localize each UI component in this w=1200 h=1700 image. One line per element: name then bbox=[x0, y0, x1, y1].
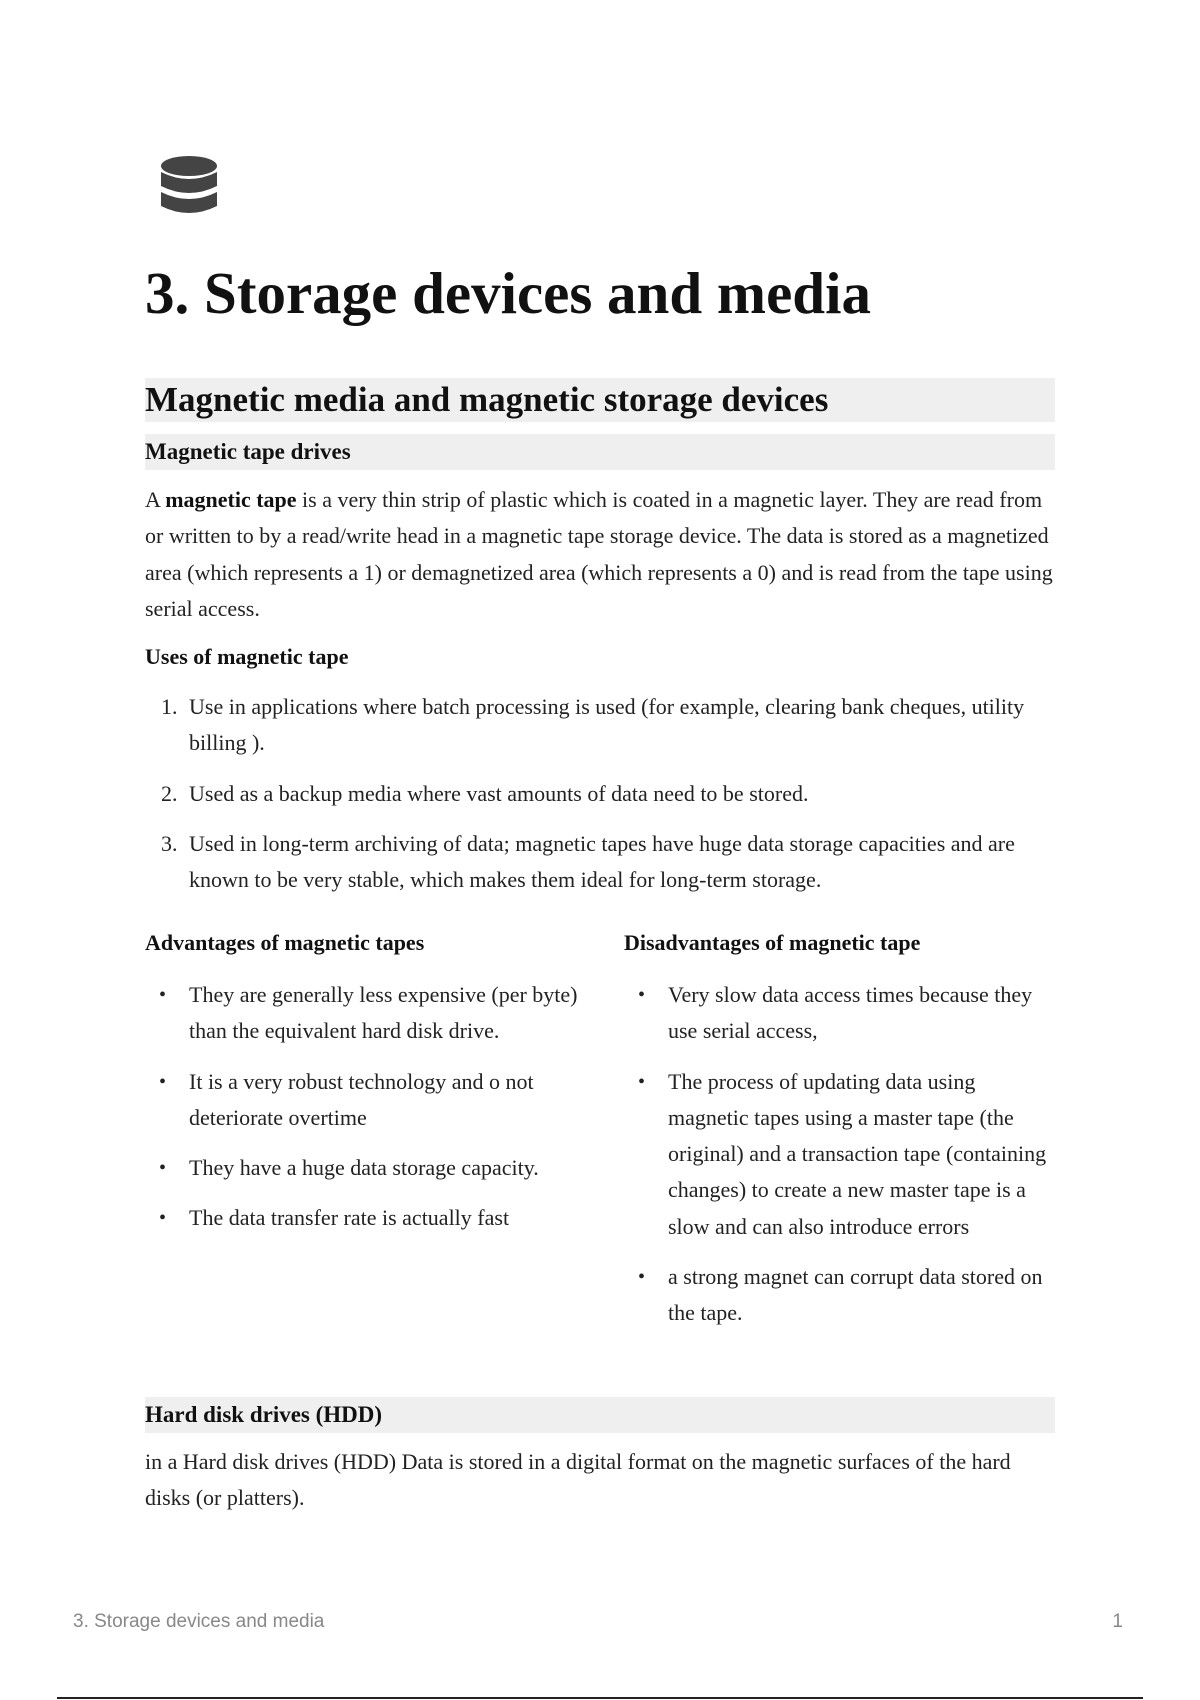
advantages-list-item bbox=[145, 1150, 585, 1186]
list-marker: 1. bbox=[161, 694, 178, 719]
list-item-text: The process of updating data using magnetic tapes using a master tape (the original) and a transaction tape (containing changes) to create a new master tape is a slow and can also introduce errors bbox=[668, 1068, 1047, 1239]
list-item-text: Used in long-term archiving of data; magnetic tapes have huge data storage capacities and are known to be very stable, which makes them ideal for long-term storage. bbox=[189, 830, 1015, 893]
list-item-text: They are generally less expensive (per byte) than the equivalent hard disk drive. bbox=[189, 982, 578, 1044]
uses-label: Uses of magnetic tape bbox=[145, 644, 349, 669]
tape-intro-term: magnetic tape bbox=[165, 487, 297, 512]
footer-title: 3. Storage devices and media bbox=[73, 1611, 325, 1632]
advantages-label: Advantages of magnetic tapes bbox=[145, 930, 425, 955]
section-heading-text: Magnetic media and magnetic storage devices bbox=[145, 380, 829, 419]
disadvantages-list-item bbox=[624, 1259, 1060, 1332]
uses-list-item bbox=[145, 776, 1055, 812]
advantages-list-item bbox=[145, 1200, 585, 1236]
uses-list-item bbox=[145, 689, 1055, 762]
database-icon bbox=[161, 156, 217, 224]
list-marker: • bbox=[159, 1207, 167, 1230]
list-item-text: They have a huge data storage capacity. bbox=[189, 1155, 539, 1181]
tape-intro-lead: A bbox=[145, 487, 166, 512]
list-marker: • bbox=[638, 984, 646, 1006]
list-item-text: Use in applications where batch processing is used (for example, clearing bank cheques, utility billing ). bbox=[189, 694, 1025, 756]
advantages-list-item bbox=[145, 977, 585, 1050]
list-item-text: Very slow data access times because they use serial access, bbox=[668, 982, 1033, 1044]
list-marker: • bbox=[159, 1157, 167, 1180]
hdd-paragraph: in a Hard disk drives (HDD) Data is stored in a digital format on the magnetic surfaces of the hard disks (or platters). bbox=[145, 1449, 1011, 1511]
disadvantages-list-item bbox=[624, 977, 1060, 1050]
list-item-text: a strong magnet can corrupt data stored on the tape. bbox=[668, 1264, 1043, 1326]
list-item-text: The data transfer rate is actually fast bbox=[189, 1205, 510, 1231]
list-marker: • bbox=[638, 1070, 646, 1093]
list-marker: 2. bbox=[161, 780, 178, 806]
disadvantages-list bbox=[624, 977, 1060, 1346]
subsection-heading-tape-text: Magnetic tape drives bbox=[145, 439, 351, 464]
list-marker: • bbox=[159, 1070, 167, 1093]
list-item-text: Used as a backup media where vast amounts of data need to be stored. bbox=[189, 780, 809, 806]
subsection-heading-tape bbox=[145, 434, 1055, 470]
list-marker: 3. bbox=[161, 830, 178, 856]
tape-intro-rest: is a very thin strip of plastic which is coated in a magnetic layer. They are read from or written to by a read/write head in a magnetic tape storage device. The data is stored as a magnetized area (which represents a 1) or demagnetized area (which represents a 0) and is read from the tape using serial access. bbox=[145, 487, 1053, 621]
disadvantages-label: Disadvantages of magnetic tape bbox=[624, 930, 921, 955]
subsection-heading-hdd-text: Hard disk drives (HDD) bbox=[145, 1402, 383, 1427]
uses-list bbox=[145, 689, 1055, 912]
footer-page-number: 1 bbox=[1112, 1611, 1123, 1632]
list-item-text: It is a very robust technology and o not deteriorate overtime bbox=[189, 1068, 534, 1130]
list-marker: • bbox=[159, 984, 167, 1006]
section-heading bbox=[145, 378, 1055, 422]
subsection-heading-hdd bbox=[145, 1397, 1055, 1433]
advantages-list-item bbox=[145, 1064, 585, 1137]
disadvantages-list-item bbox=[624, 1064, 1060, 1245]
tape-intro-paragraph bbox=[145, 482, 1060, 627]
footer-divider bbox=[57, 1697, 1143, 1699]
list-marker: • bbox=[638, 1266, 646, 1289]
uses-list-item bbox=[145, 826, 1055, 899]
advantages-list bbox=[145, 977, 585, 1251]
page-title: 3. Storage devices and media bbox=[145, 260, 871, 326]
